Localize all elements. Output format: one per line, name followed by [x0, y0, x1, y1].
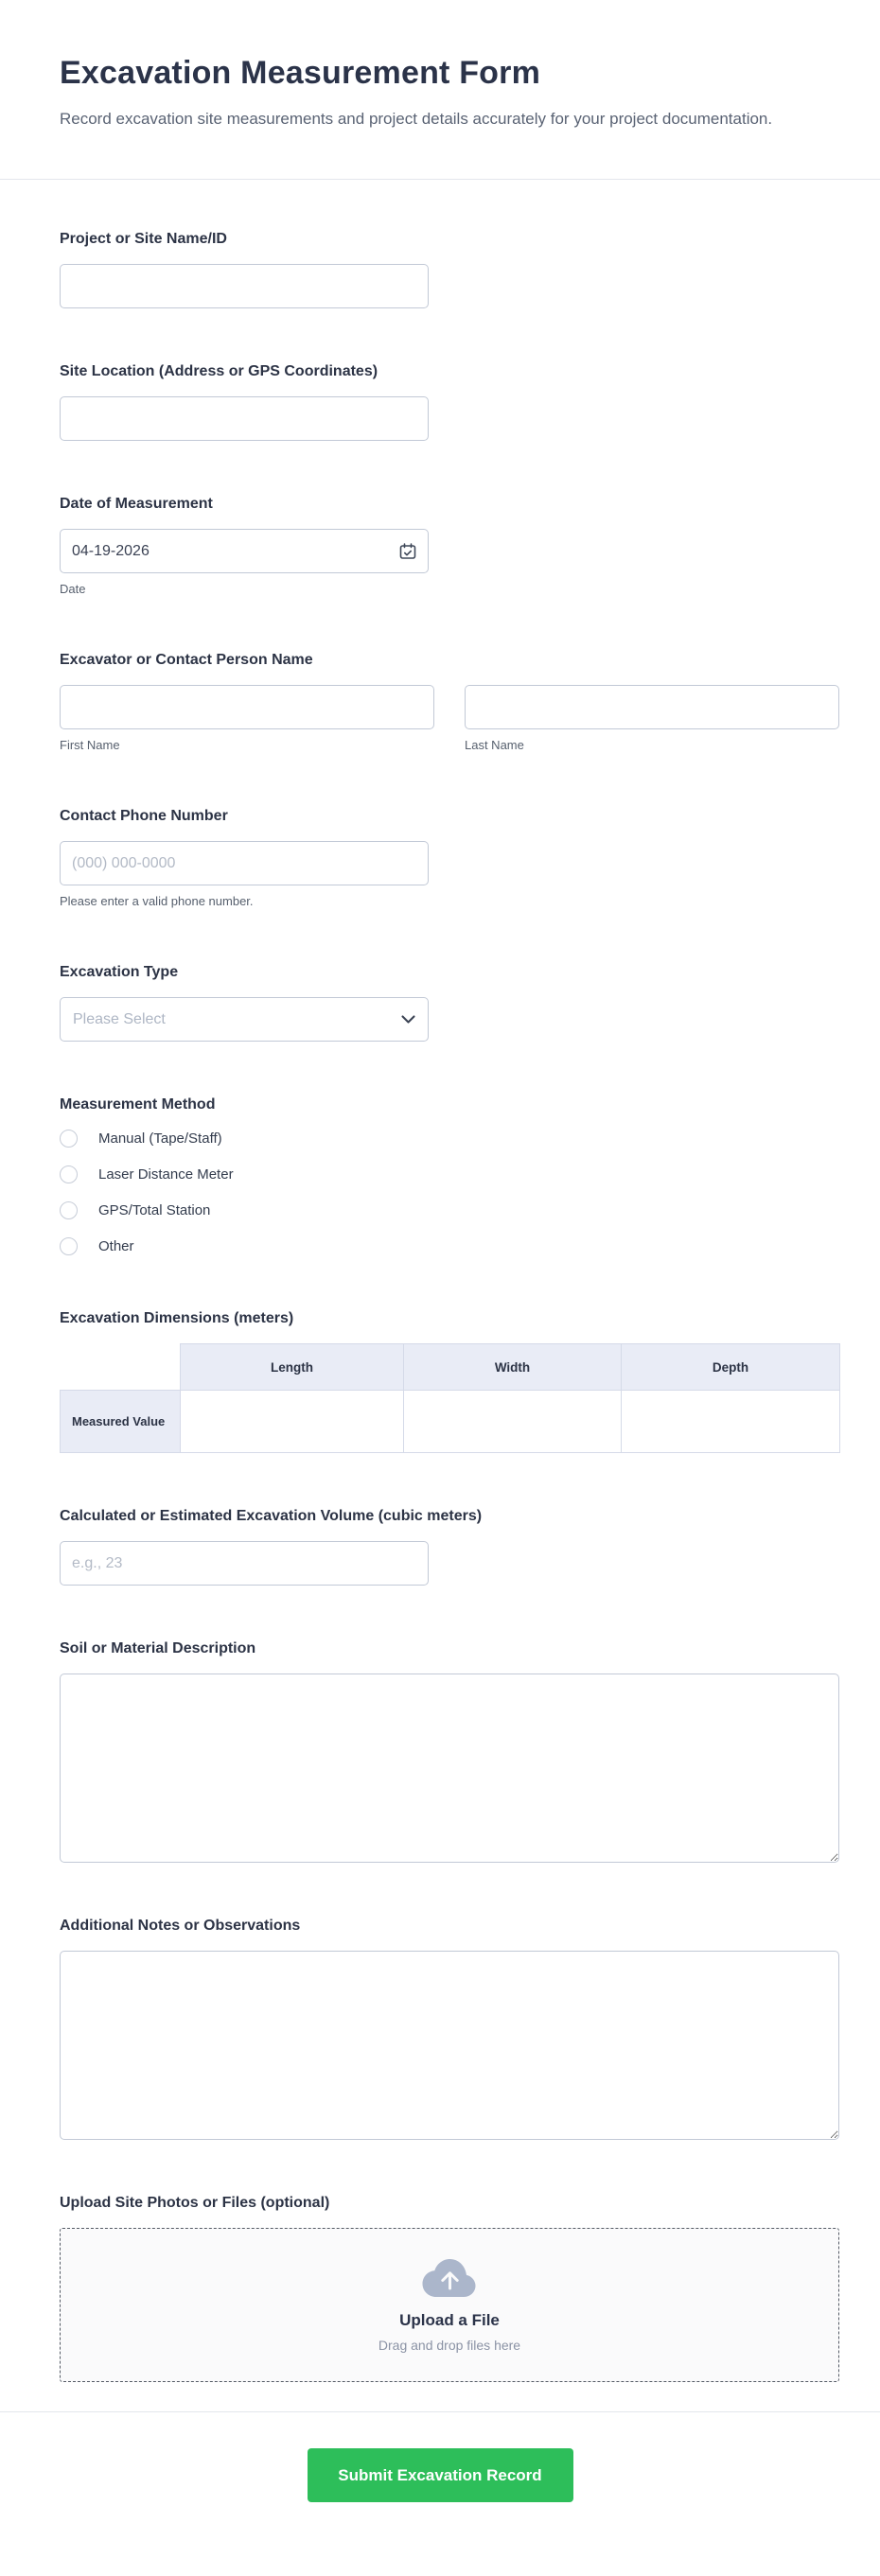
volume-label: Calculated or Estimated Excavation Volume (cubic meters) [60, 1508, 483, 1524]
radio-option-label: Laser Distance Meter [98, 1166, 234, 1183]
field-volume [60, 1507, 839, 1586]
dimensions-header-row [61, 1344, 840, 1391]
field-date [60, 495, 839, 597]
name-row [60, 685, 839, 753]
submit-row [0, 2412, 880, 2550]
radio-circle-icon[interactable] [60, 1237, 78, 1255]
site-location-input[interactable] [60, 396, 429, 441]
site-location-label: Site Location (Address or GPS Coordinates) [60, 363, 378, 379]
field-contact-name [60, 651, 839, 753]
form-body [0, 180, 880, 2382]
date-label: Date of Measurement [60, 496, 213, 512]
notes-label: Additional Notes or Observations [60, 1918, 301, 1934]
page-subtitle: Record excavation site measurements and project details accurately for your project documentation. [60, 110, 773, 128]
field-upload [60, 2194, 839, 2382]
contact-name-label: Excavator or Contact Person Name [60, 652, 313, 668]
dimensions-value-row [61, 1391, 840, 1453]
field-soil-description [60, 1639, 839, 1863]
last-name-input[interactable] [465, 685, 839, 729]
excavation-type-select[interactable] [60, 997, 429, 1042]
radio-circle-icon[interactable] [60, 1201, 78, 1219]
date-input-wrap [60, 529, 429, 573]
dimensions-row-header: Measured Value [61, 1391, 181, 1453]
field-dimensions [60, 1309, 839, 1453]
radio-option-manual[interactable] [60, 1130, 839, 1148]
soil-description-label: Soil or Material Description [60, 1640, 256, 1656]
last-name-sublabel: Last Name [465, 738, 524, 752]
measurement-method-label: Measurement Method [60, 1096, 216, 1113]
excavation-type-label: Excavation Type [60, 964, 179, 980]
date-input[interactable] [60, 529, 429, 573]
submit-button[interactable]: Submit Excavation Record [308, 2448, 573, 2502]
field-project-name [60, 230, 839, 308]
first-name-input[interactable] [60, 685, 434, 729]
date-sublabel: Date [60, 582, 86, 596]
cloud-upload-icon [420, 2257, 479, 2299]
notes-textarea[interactable] [60, 1951, 839, 2140]
project-name-label: Project or Site Name/ID [60, 231, 227, 247]
page-title: Excavation Measurement Form [60, 55, 541, 91]
field-measurement-method [60, 1095, 839, 1255]
radio-option-label: GPS/Total Station [98, 1202, 211, 1218]
soil-description-textarea[interactable] [60, 1674, 839, 1863]
first-name-col [60, 685, 434, 753]
radio-option-other[interactable] [60, 1237, 839, 1255]
radio-option-label: Manual (Tape/Staff) [98, 1130, 222, 1147]
dimensions-col-width: Width [404, 1344, 622, 1391]
radio-option-gps[interactable] [60, 1201, 839, 1219]
field-excavation-type [60, 963, 839, 1042]
dimensions-label: Excavation Dimensions (meters) [60, 1310, 294, 1326]
dimensions-col-depth: Depth [622, 1344, 840, 1391]
upload-hint: Drag and drop files here [378, 2338, 521, 2353]
phone-label: Contact Phone Number [60, 808, 228, 824]
form-header [0, 0, 880, 133]
last-name-col [465, 685, 839, 753]
radio-option-label: Other [98, 1238, 134, 1254]
phone-input[interactable] [60, 841, 429, 885]
field-site-location [60, 362, 839, 441]
excavation-type-selected-value: Please Select [73, 1010, 166, 1027]
dimensions-table [60, 1343, 840, 1453]
phone-helper-text: Please enter a valid phone number. [60, 894, 254, 908]
dimensions-blank-cell [61, 1344, 181, 1391]
field-phone [60, 807, 839, 909]
dimensions-cell-length[interactable] [181, 1391, 404, 1453]
project-name-input[interactable] [60, 264, 429, 308]
chevron-down-icon [401, 1015, 415, 1025]
upload-title: Upload a File [399, 2311, 500, 2329]
dimensions-col-length: Length [181, 1344, 404, 1391]
first-name-sublabel: First Name [60, 738, 120, 752]
dimensions-cell-width[interactable] [404, 1391, 622, 1453]
measurement-method-options [60, 1130, 839, 1255]
radio-circle-icon[interactable] [60, 1165, 78, 1183]
radio-option-laser[interactable] [60, 1165, 839, 1183]
file-dropzone[interactable] [60, 2228, 839, 2382]
calendar-icon[interactable] [397, 541, 418, 562]
upload-label: Upload Site Photos or Files (optional) [60, 2195, 330, 2211]
volume-input[interactable] [60, 1541, 429, 1586]
dimensions-cell-depth[interactable] [622, 1391, 840, 1453]
radio-circle-icon[interactable] [60, 1130, 78, 1148]
field-notes [60, 1917, 839, 2140]
